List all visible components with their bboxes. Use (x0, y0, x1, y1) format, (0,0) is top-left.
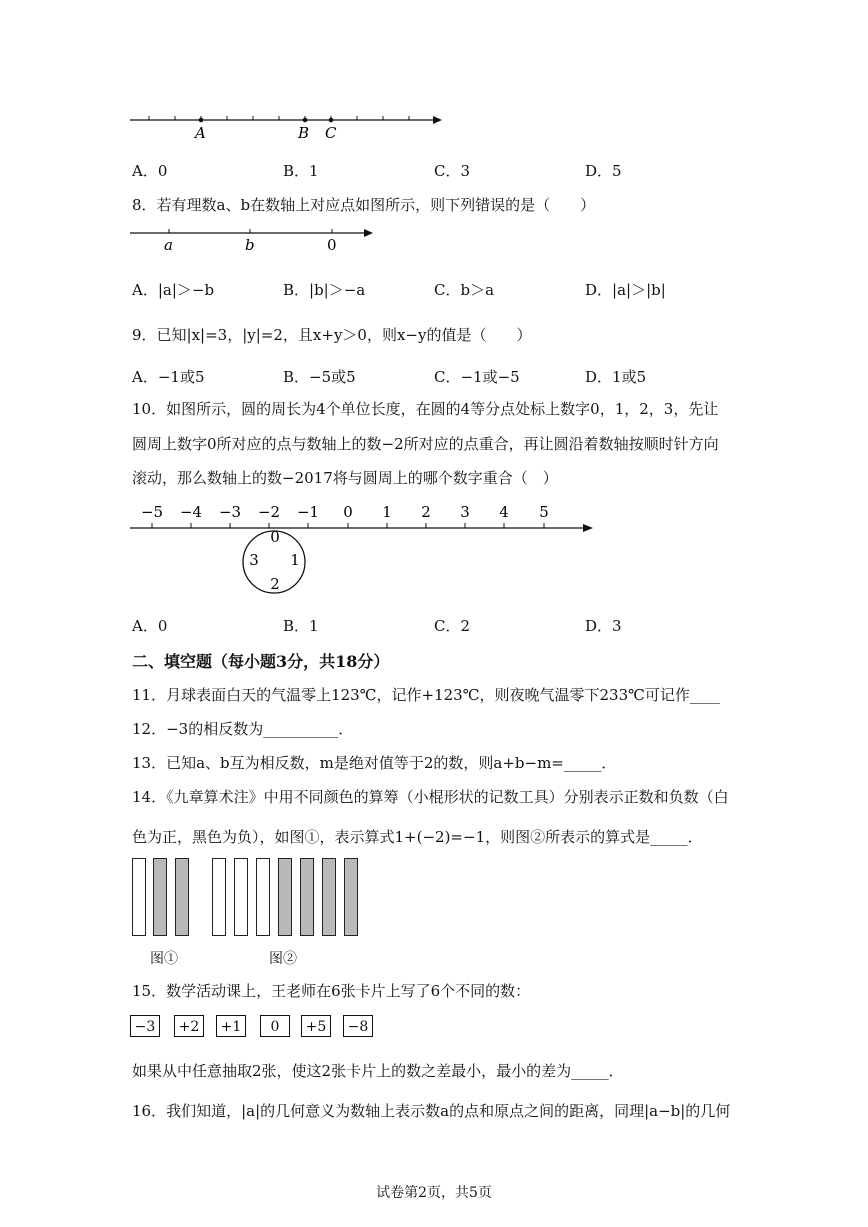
q8-label-b: b (245, 236, 255, 254)
number-card: 0 (260, 1015, 290, 1037)
q10-option-a[interactable]: A．0 (132, 617, 168, 635)
q8-label-zero: 0 (327, 236, 337, 254)
circle-label-1: 1 (290, 551, 300, 569)
q11-text: 11．月球表面白天的气温零上123℃，记作+123℃，则夜晚气温零下233℃可记作____ (132, 686, 720, 704)
q15-followup: 如果从中任意抽取2张，使这2张卡片上的数之差最小，最小的差为_____． (132, 1062, 624, 1080)
point-c-label: C (325, 124, 337, 142)
q14-line2: 色为正，黑色为负），如图①，表示算式1+(−2)=−1，则图②所表示的算式是_____． (132, 828, 703, 846)
figure-2-caption: 图② (269, 951, 297, 967)
tick-label: 5 (539, 503, 549, 521)
tick-label: 1 (382, 503, 392, 521)
tick-label: −2 (257, 503, 281, 521)
q13-text: 13．已知a、b互为相反数，m是绝对值等于2的数，则a+b−m=_____． (132, 754, 617, 772)
q10-number-line-figure (128, 500, 598, 598)
q8-label-a: a (164, 236, 173, 254)
black-rod (278, 858, 292, 936)
q10-stem-line2: 圆周上数字0所对应的点与数轴上的数−2所对应的点重合，再让圆沿着数轴按顺时针方向 (132, 435, 719, 453)
tick-label: −1 (296, 503, 320, 521)
white-rod (256, 858, 270, 936)
q9-option-c[interactable]: C．−1或−5 (434, 368, 520, 386)
point-b-label: B (298, 124, 310, 142)
number-card: +2 (174, 1015, 204, 1037)
point-a-label: A (195, 124, 206, 142)
q9-option-b[interactable]: B．−5或5 (283, 368, 356, 386)
white-rod (212, 858, 226, 936)
q9-option-a[interactable]: A．−1或5 (132, 368, 205, 386)
q7-option-b[interactable]: B．1 (283, 162, 319, 180)
q14-line1: 14．《九章算术注》中用不同颜色的算筹（小棍形状的记数工具）分别表示正数和负数（白 (132, 788, 729, 806)
tick-label: 4 (499, 503, 509, 521)
white-rod (234, 858, 248, 936)
q7-number-line (128, 108, 448, 142)
number-card: −8 (343, 1015, 373, 1037)
tick-label: 3 (460, 503, 470, 521)
tick-label: −5 (140, 503, 164, 521)
q9-option-d[interactable]: D．1或5 (585, 368, 647, 386)
q7-option-c[interactable]: C．3 (434, 162, 471, 180)
tick-label: 0 (343, 503, 353, 521)
q10-option-d[interactable]: D．3 (585, 617, 622, 635)
q8-number-line (128, 224, 378, 256)
q10-stem-line1: 10．如图所示，圆的周长为4个单位长度，在圆的4等分点处标上数字0，1，2，3，先让 (132, 400, 719, 418)
black-rod (322, 858, 336, 936)
q10-option-c[interactable]: C．2 (434, 617, 471, 635)
number-card: +5 (301, 1015, 331, 1037)
circle-label-2: 2 (270, 575, 280, 593)
q8-option-a[interactable]: A．|a|＞−b (132, 281, 215, 299)
q9-stem: 9．已知|x|=3，|y|=2，且x+y＞0，则x−y的值是（ ） (132, 326, 532, 344)
q8-option-c[interactable]: C．b＞a (434, 281, 495, 299)
black-rod (300, 858, 314, 936)
q15-stem: 15．数学活动课上，王老师在6张卡片上写了6个不同的数： (132, 982, 531, 1000)
black-rod (175, 858, 189, 936)
q7-option-d[interactable]: D．5 (585, 162, 622, 180)
q8-option-b[interactable]: B．|b|＞−a (283, 281, 366, 299)
circle-label-0: 0 (270, 528, 280, 546)
q10-stem-line3: 滚动，那么数轴上的数−2017将与圆周上的哪个数字重合（ ） (132, 469, 558, 487)
number-card: −3 (130, 1015, 160, 1037)
q8-stem: 8．若有理数a、b在数轴上对应点如图所示，则下列错误的是（ ） (132, 196, 596, 214)
q12-text: 12．−3的相反数为__________． (132, 720, 354, 738)
q7-option-a[interactable]: A．0 (132, 162, 168, 180)
figure-1-caption: 图① (150, 951, 178, 967)
tick-label: −3 (218, 503, 242, 521)
white-rod (132, 858, 146, 936)
tick-label: 2 (421, 503, 431, 521)
tick-label: −4 (179, 503, 203, 521)
page-footer: 试卷第2页，共5页 (376, 1185, 492, 1201)
section-heading: 二、填空题（每小题3分，共18分） (132, 652, 390, 671)
circle-label-3: 3 (249, 551, 259, 569)
q8-option-d[interactable]: D．|a|＞|b| (585, 281, 666, 299)
black-rod (344, 858, 358, 936)
number-card: +1 (216, 1015, 246, 1037)
black-rod (153, 858, 167, 936)
q16-text: 16．我们知道，|a|的几何意义为数轴上表示数a的点和原点之间的距离，同理|a−b|的几何 (132, 1102, 731, 1120)
q10-option-b[interactable]: B．1 (283, 617, 319, 635)
